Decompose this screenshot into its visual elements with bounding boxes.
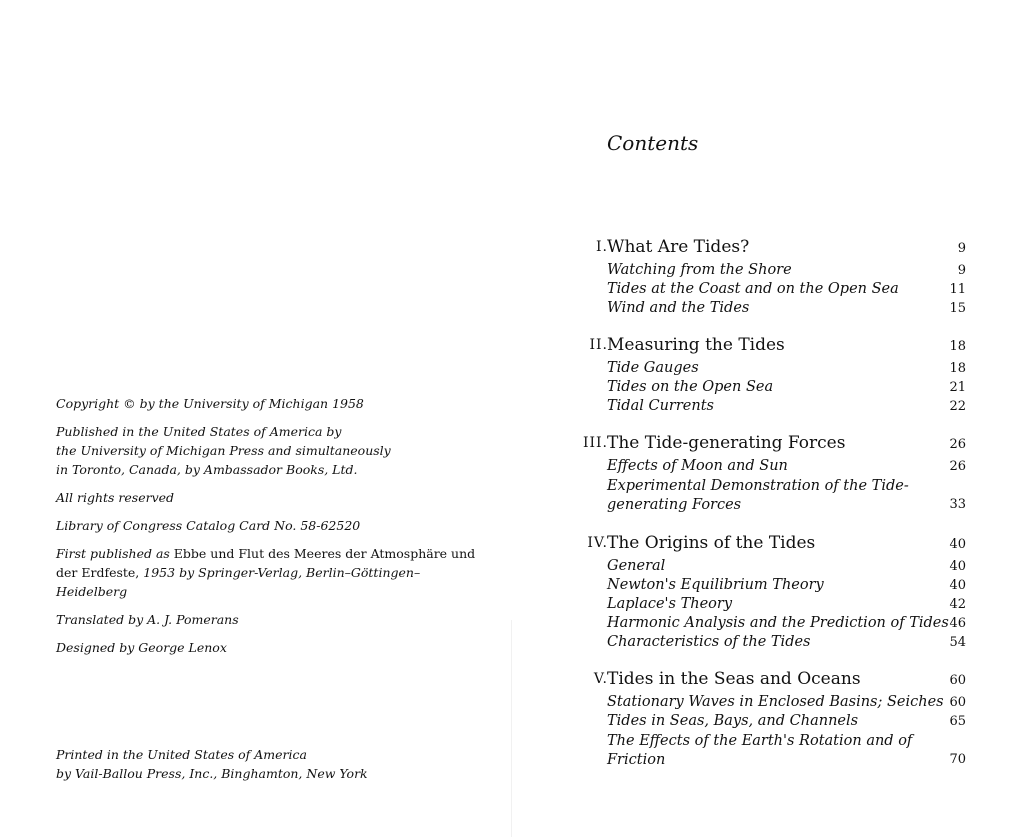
chapter-title: Measuring the Tides xyxy=(607,335,785,355)
section-title: General xyxy=(607,558,666,574)
chapter-page: 40 xyxy=(949,537,966,552)
published-line: Published in the United States of America by xyxy=(56,424,342,439)
page-fold-divider xyxy=(511,620,512,837)
published-statement xyxy=(56,422,476,479)
toc-section xyxy=(560,261,970,280)
section-page: 40 xyxy=(949,578,966,593)
toc-section xyxy=(560,595,970,614)
section-page: 40 xyxy=(949,559,966,574)
toc-section xyxy=(560,457,970,476)
section-page: 21 xyxy=(949,380,966,395)
section-page: 65 xyxy=(949,714,966,729)
section-title: Newton's Equilibrium Theory xyxy=(607,577,824,593)
translator-credit: Translated by A. J. Pomerans xyxy=(56,612,239,627)
chapter-heading xyxy=(560,533,970,557)
first-published-statement xyxy=(56,544,476,601)
toc-section xyxy=(560,731,970,771)
section-page: 22 xyxy=(949,399,966,414)
chapter-heading xyxy=(560,669,970,693)
section-title: Effects of Moon and Sun xyxy=(607,458,788,474)
chapter-heading xyxy=(560,237,970,261)
section-title: The Effects of the Earth's Rotation and of Friction xyxy=(607,733,913,768)
section-title: Harmonic Analysis and the Prediction of Tides xyxy=(607,615,949,631)
section-title: Tidal Currents xyxy=(607,398,714,414)
toc-section xyxy=(560,712,970,731)
section-page: 33 xyxy=(949,497,966,512)
chapter-page: 60 xyxy=(949,673,966,688)
printer-block xyxy=(56,745,476,783)
section-title: Characteristics of the Tides xyxy=(607,634,811,650)
printed-line: Printed in the United States of America xyxy=(56,747,307,762)
first-published-suffix: 1953 by Springer-Verlag, Berlin–Göttingen–Heidelberg xyxy=(56,565,421,599)
rights-reserved: All rights reserved xyxy=(56,490,175,505)
published-line: in Toronto, Canada, by Ambassador Books, Ltd. xyxy=(56,462,358,477)
chapter-page: 9 xyxy=(957,241,966,256)
section-page: 15 xyxy=(949,301,966,316)
section-page: 70 xyxy=(949,752,966,767)
section-title: Laplace's Theory xyxy=(607,596,733,612)
chapter-title: The Origins of the Tides xyxy=(607,533,816,553)
first-published-prefix: First published as xyxy=(56,546,170,561)
chapter-page: 18 xyxy=(949,339,966,354)
toc-chapter xyxy=(560,533,970,652)
toc-chapter xyxy=(560,237,970,318)
toc-section xyxy=(560,359,970,378)
chapter-title: Tides in the Seas and Oceans xyxy=(607,669,861,689)
section-title: Tides at the Coast and on the Open Sea xyxy=(607,281,899,297)
copyright-line: Copyright © by the University of Michigan 1958 xyxy=(56,396,364,411)
copyright-block xyxy=(56,394,476,666)
toc-chapter xyxy=(560,669,970,771)
section-title: Watching from the Shore xyxy=(607,262,792,278)
toc-section xyxy=(560,397,970,416)
catalog-card-number: Library of Congress Catalog Card No. 58-62520 xyxy=(56,518,361,533)
toc-section xyxy=(560,693,970,712)
chapter-heading xyxy=(560,335,970,359)
toc-section xyxy=(560,576,970,595)
section-title: Stationary Waves in Enclosed Basins; Seiches xyxy=(607,694,944,710)
section-page: 54 xyxy=(949,635,966,650)
toc-section xyxy=(560,299,970,318)
toc-section xyxy=(560,378,970,397)
toc-section xyxy=(560,633,970,652)
section-title: Wind and the Tides xyxy=(607,300,750,316)
section-page: 11 xyxy=(949,282,966,297)
section-title: Tide Gauges xyxy=(607,360,699,376)
chapter-heading xyxy=(560,433,970,457)
section-page: 18 xyxy=(949,361,966,376)
section-title: Experimental Demonstration of the Tide-generating Forces xyxy=(607,478,909,513)
toc-section xyxy=(560,557,970,576)
section-page: 60 xyxy=(949,695,966,710)
section-page: 46 xyxy=(949,616,966,631)
chapter-title: What Are Tides? xyxy=(607,237,750,257)
section-title: Tides on the Open Sea xyxy=(607,379,774,395)
chapter-number: III. xyxy=(582,435,608,451)
published-line: the University of Michigan Press and simultaneously xyxy=(56,443,391,458)
section-page: 9 xyxy=(957,263,966,278)
chapter-number: I. xyxy=(596,239,608,255)
toc-section xyxy=(560,476,970,516)
table-of-contents xyxy=(560,237,970,788)
toc-chapter xyxy=(560,335,970,416)
chapter-number: II. xyxy=(589,337,608,353)
designer-credit: Designed by George Lenox xyxy=(56,640,227,655)
toc-section xyxy=(560,280,970,299)
chapter-page: 26 xyxy=(949,437,966,452)
chapter-title: The Tide-generating Forces xyxy=(607,433,846,453)
section-title: Tides in Seas, Bays, and Channels xyxy=(607,713,859,729)
toc-section xyxy=(560,614,970,633)
chapter-number: V. xyxy=(593,671,608,687)
toc-chapter xyxy=(560,433,970,516)
contents-title: Contents xyxy=(607,131,699,155)
original-title: Ebbe und Flut des Meeres der Atmosphäre und der Erdfeste, xyxy=(56,546,476,580)
section-page: 42 xyxy=(949,597,966,612)
section-page: 26 xyxy=(949,459,966,474)
chapter-number: IV. xyxy=(587,535,608,551)
printed-line: by Vail-Ballou Press, Inc., Binghamton, New York xyxy=(56,766,368,781)
